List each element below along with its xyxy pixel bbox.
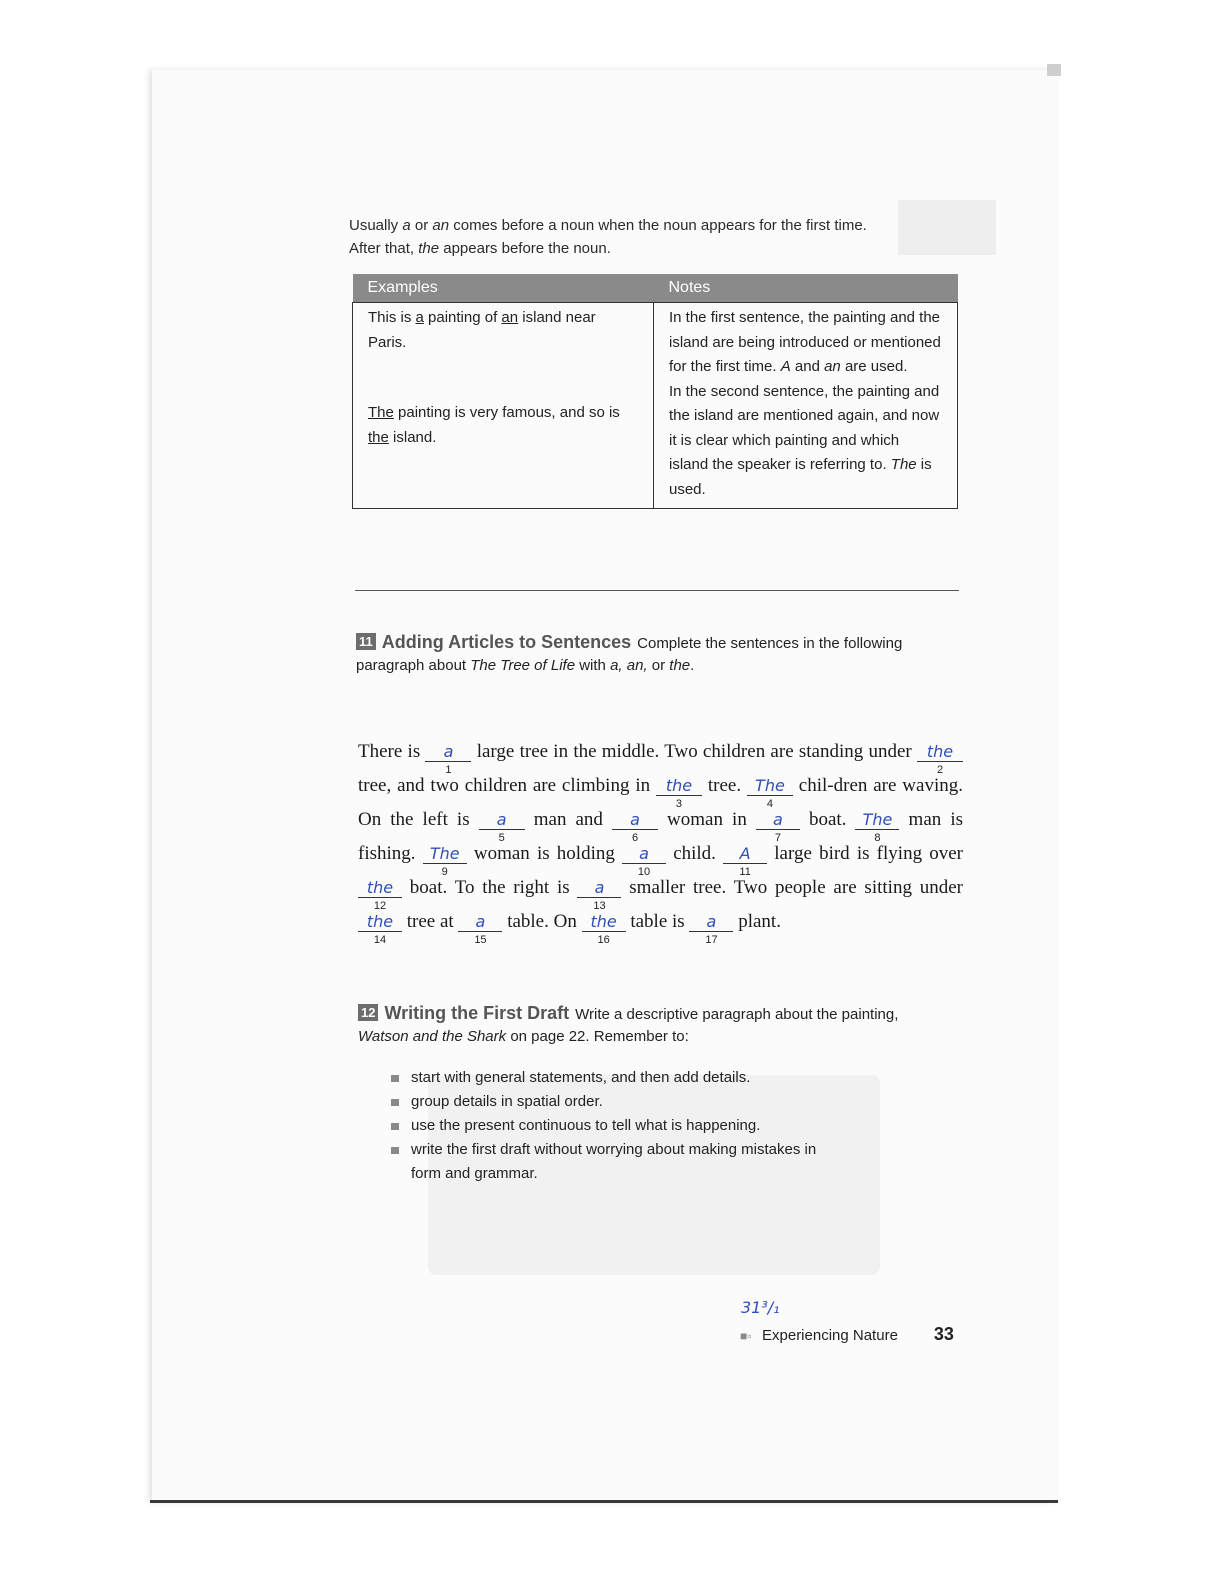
answer-blank[interactable]: [756, 810, 800, 844]
instruction-italic: a, an,: [610, 657, 648, 674]
paragraph-text: tree.: [701, 775, 747, 796]
handwritten-answer: The: [755, 776, 785, 795]
intro-text-run: Usually: [349, 217, 403, 234]
footer-ornament-icon: ■▫: [740, 1329, 752, 1343]
intro-line-1: [349, 214, 867, 237]
exercise-instruction: Write a descriptive paragraph about the painting,: [575, 1006, 899, 1023]
intro-italic: an: [432, 217, 450, 234]
example-text: painting is very famous, and so is: [393, 404, 620, 421]
instruction-italic: the: [669, 657, 691, 674]
blank-number: 12: [373, 900, 387, 912]
instruction-text: on page 22. Remember to:: [506, 1028, 689, 1045]
examples-table: [352, 274, 958, 509]
handwritten-answer: the: [366, 878, 394, 897]
blank-number: 17: [705, 934, 718, 946]
blank-number: 9: [441, 866, 448, 878]
handwritten-answer: The: [429, 844, 460, 863]
blank-number: 16: [597, 934, 610, 946]
note-text: In the second sentence, the painting and the island are mentioned again, and now it is clear which painting and which island the speaker is referring to.: [669, 382, 940, 473]
handwritten-answer: A: [739, 844, 751, 863]
note-text: and: [790, 358, 825, 375]
exercise-instruction-line-2: [356, 657, 902, 674]
exercise-title: Adding Articles to Sentences: [381, 632, 632, 652]
instruction-text: paragraph about: [356, 657, 471, 674]
spacer: [368, 355, 638, 401]
page-bottom-edge: [150, 1500, 1058, 1503]
intro-italic: a: [402, 217, 411, 234]
cloze-paragraph: [358, 735, 963, 946]
exercise-number-badge: 12: [358, 1004, 378, 1021]
paragraph-text: child.: [666, 843, 724, 864]
underlined-article: the: [368, 428, 389, 446]
intro-text-run: After that,: [349, 240, 419, 257]
paragraph-text: large tree in the middle. Two children are standing under: [471, 741, 917, 762]
example-text: painting of: [423, 309, 502, 326]
answer-blank[interactable]: [358, 878, 402, 912]
painting-title: The Tree of Life: [470, 657, 576, 674]
handwritten-answer: a: [496, 810, 507, 829]
handwritten-answer: a: [706, 912, 717, 931]
blank-number: 8: [874, 832, 881, 844]
handwritten-answer: a: [475, 912, 486, 931]
answer-blank[interactable]: [423, 844, 467, 878]
page-footer: [740, 1324, 954, 1345]
paragraph-text: boat.: [799, 809, 856, 830]
blank-number: 5: [498, 832, 505, 844]
paragraph-text: tree at: [402, 911, 459, 932]
paragraph-text: tree, and two children are climbing in: [358, 775, 656, 796]
handwritten-note: 31³/₁: [741, 1298, 780, 1317]
reminder-list: [389, 1066, 831, 1186]
paragraph-text: table. On: [502, 911, 582, 932]
answer-blank[interactable]: [577, 878, 621, 912]
instruction-text: .: [690, 657, 695, 674]
intro-text-run: appears before the noun.: [439, 240, 611, 257]
notes-cell: [654, 303, 958, 509]
intro-text-run: comes before a noun when the noun appears for the first time.: [449, 217, 867, 234]
answer-blank[interactable]: [747, 776, 793, 810]
answer-blank[interactable]: [582, 912, 626, 946]
intro-text-run: or: [410, 217, 433, 234]
handwritten-answer: a: [594, 878, 605, 897]
exercise-instruction: Complete the sentences in the following: [637, 635, 903, 652]
answer-blank[interactable]: [425, 742, 471, 776]
example-2: [368, 401, 638, 450]
handwritten-answer: a: [772, 810, 783, 829]
handwritten-answer: the: [590, 912, 617, 931]
paragraph-text: There is: [358, 741, 426, 762]
underlined-article: The: [368, 404, 394, 421]
answer-blank[interactable]: [458, 912, 502, 946]
note-italic: The: [890, 456, 917, 473]
examples-cell: [353, 303, 654, 509]
handwritten-answer: a: [639, 844, 649, 863]
blank-number: 2: [936, 764, 944, 776]
blank-number: 11: [739, 866, 751, 878]
paragraph-text: chil-dren are waving. On the left is: [358, 775, 963, 830]
note-text: is used.: [669, 456, 932, 498]
list-item: group details in spatial order.: [389, 1090, 831, 1114]
blank-number: 7: [774, 832, 781, 844]
blank-number: 1: [445, 764, 452, 776]
paragraph-text: table is: [625, 911, 690, 932]
example-text: This is: [368, 309, 416, 326]
answer-blank[interactable]: [358, 912, 402, 946]
paragraph-text: woman is holding: [466, 843, 623, 864]
section-divider: [355, 590, 959, 591]
corner-mark: [1047, 64, 1061, 76]
answer-blank[interactable]: [689, 912, 733, 946]
answer-blank[interactable]: [855, 810, 899, 844]
answer-blank[interactable]: [622, 844, 666, 878]
exercise-12-heading: [358, 1003, 898, 1045]
handwritten-answer: the: [926, 742, 954, 761]
blank-number: 13: [593, 900, 606, 912]
example-text: island near Paris.: [368, 309, 596, 351]
notes-header: Notes: [654, 274, 958, 303]
paragraph-text: large bird is flying over: [767, 843, 963, 864]
note-1: [669, 306, 942, 380]
paragraph-text: smaller tree. Two people are sitting under: [621, 877, 963, 898]
answer-blank[interactable]: [917, 742, 963, 776]
handwritten-answer: the: [366, 912, 394, 931]
painting-title: Watson and the Shark: [358, 1028, 507, 1045]
example-text: island.: [388, 428, 437, 446]
note-text: In the first sentence, the painting and the island are being introduced or mentioned for the first time.: [669, 309, 941, 375]
instruction-text: or: [647, 657, 670, 674]
handwritten-answer: The: [862, 810, 893, 829]
paragraph-text: woman in: [658, 809, 756, 830]
section-name: Experiencing Nature: [762, 1327, 898, 1344]
answer-blank[interactable]: [723, 844, 767, 878]
blank-number: 15: [474, 934, 487, 946]
exercise-title: Writing the First Draft: [384, 1003, 570, 1023]
paragraph-text: boat. To the right is: [402, 877, 578, 898]
blank-number: 3: [675, 798, 683, 810]
handwritten-answer: a: [630, 810, 640, 829]
handwritten-answer: a: [443, 742, 454, 761]
blank-number: 14: [373, 934, 387, 946]
note-2: [669, 380, 942, 503]
examples-header: Examples: [353, 274, 654, 303]
handwritten-answer: the: [665, 776, 693, 795]
blank-number: 10: [637, 866, 651, 878]
list-item: start with general statements, and then add details.: [389, 1066, 831, 1090]
note-italic: A: [780, 358, 791, 375]
faded-sidebar-tab: [898, 200, 996, 255]
exercise-instruction-line-2: [358, 1028, 898, 1045]
intro-text: [349, 214, 867, 260]
blank-number: 4: [766, 798, 773, 810]
paragraph-text: man is fishing.: [358, 809, 963, 864]
answer-blank[interactable]: [656, 776, 702, 810]
answer-blank[interactable]: [612, 810, 658, 844]
instruction-text: with: [575, 657, 611, 674]
exercise-11-heading: [356, 632, 902, 674]
blank-number: 6: [631, 832, 639, 844]
underlined-article: an: [501, 309, 519, 326]
note-text: are used.: [840, 358, 908, 375]
exercise-number-badge: 11: [356, 633, 376, 650]
note-italic: an: [824, 358, 841, 375]
list-item: write the first draft without worrying about making mistakes in form and grammar.: [389, 1138, 831, 1186]
answer-blank[interactable]: [479, 810, 525, 844]
list-item: use the present continuous to tell what is happening.: [389, 1114, 831, 1138]
underlined-article: a: [415, 309, 424, 326]
example-1: [368, 306, 638, 355]
intro-italic: the: [418, 240, 440, 257]
page-number: 33: [933, 1324, 954, 1344]
intro-line-2: [349, 237, 867, 260]
paragraph-text: plant.: [733, 911, 781, 932]
paragraph-text: man and: [524, 809, 612, 830]
